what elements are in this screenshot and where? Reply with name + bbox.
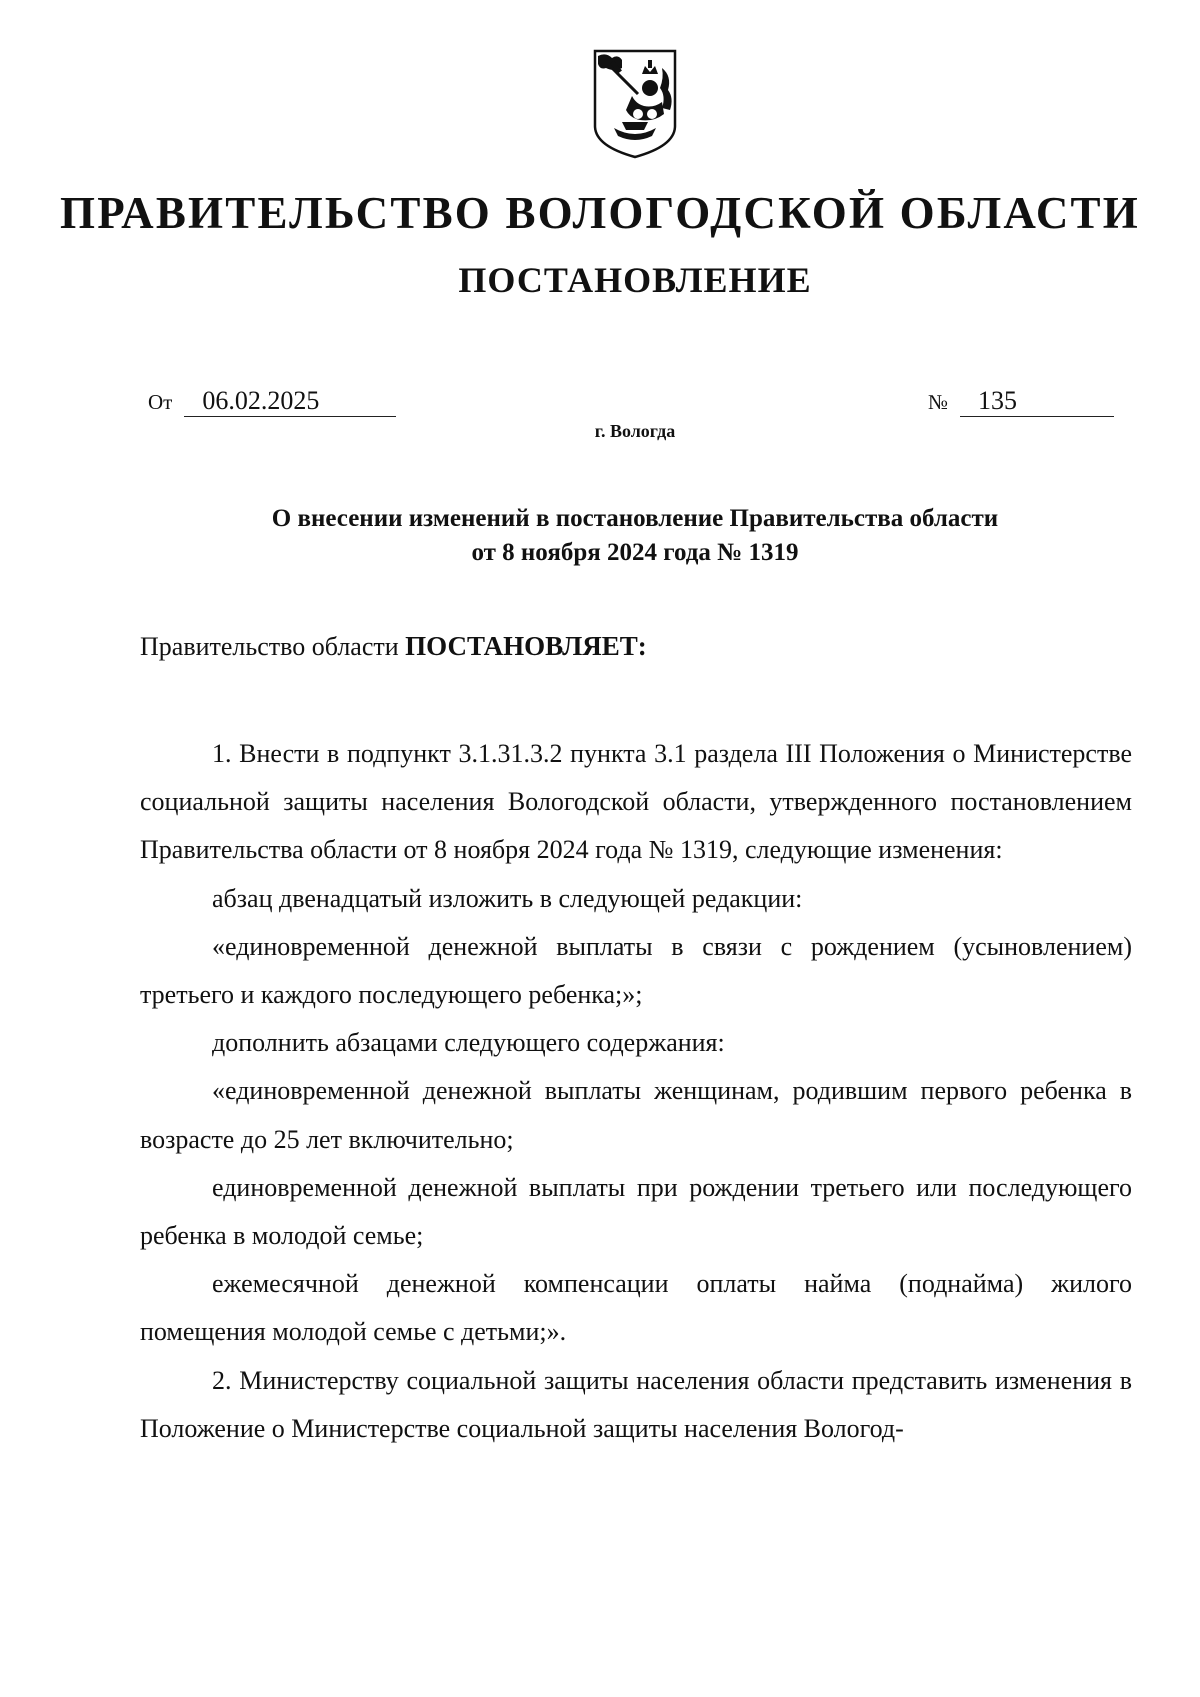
preamble-decree: ПОСТАНОВЛЯЕТ: (405, 631, 647, 661)
paragraph: ежемесячной денежной компенсации оплаты найма (поднайма) жилого помещения молодой семье с детьми;». (140, 1269, 1132, 1347)
document-number (928, 386, 1114, 417)
government-title: ПРАВИТЕЛЬСТВО ВОЛОГОДСКОЙ ОБЛАСТИ (60, 188, 1140, 238)
subject-line-1: О внесении изменений в постановление Правительства области (271, 505, 999, 532)
paragraph: дополнить абзацами следующего содержания: (212, 1028, 725, 1058)
paragraph: 1. Внести в подпункт 3.1.31.3.2 пункта 3.1 раздела III Положения о Министерстве социальной защиты населения Вологодской области, утвержденного постановлением Правительства области от 8 ноября 2024 года № 1319, следующие изменения: (140, 739, 1132, 865)
document-date (148, 386, 396, 417)
number-prefix: № (928, 390, 949, 414)
paragraph: «единовременной денежной выплаты в связи с рождением (усыновлением) третьего и каждого последующего ребенка;»; (140, 931, 1132, 1010)
date-value: 06.02.2025 (184, 386, 396, 417)
vologda-coat-of-arms-icon (592, 48, 678, 160)
number-value: 135 (960, 386, 1114, 417)
preamble-text: Правительство области (140, 632, 406, 661)
date-prefix: От (148, 390, 173, 414)
subject-line-2: от 8 ноября 2024 года № 1319 (471, 539, 799, 566)
city: г. Вологда (594, 421, 676, 441)
paragraph: «единовременной денежной выплаты женщинам, родившим первого ребенка в возрасте до 25 лет включительно; (140, 1076, 1132, 1154)
preamble (140, 628, 647, 665)
document-body (140, 730, 1132, 1453)
document-type: ПОСТАНОВЛЕНИЕ (458, 260, 812, 300)
paragraph: абзац двенадцатый изложить в следующей редакции: (212, 883, 803, 913)
paragraph: 2. Министерству социальной защиты населения области представить изменения в Положение о Министерстве социальной защиты населения Вологод- (140, 1365, 1132, 1443)
document-subject (140, 502, 1130, 570)
paragraph: единовременной денежной выплаты при рождении третьего или последующего ребенка в молодой семье; (140, 1172, 1132, 1251)
